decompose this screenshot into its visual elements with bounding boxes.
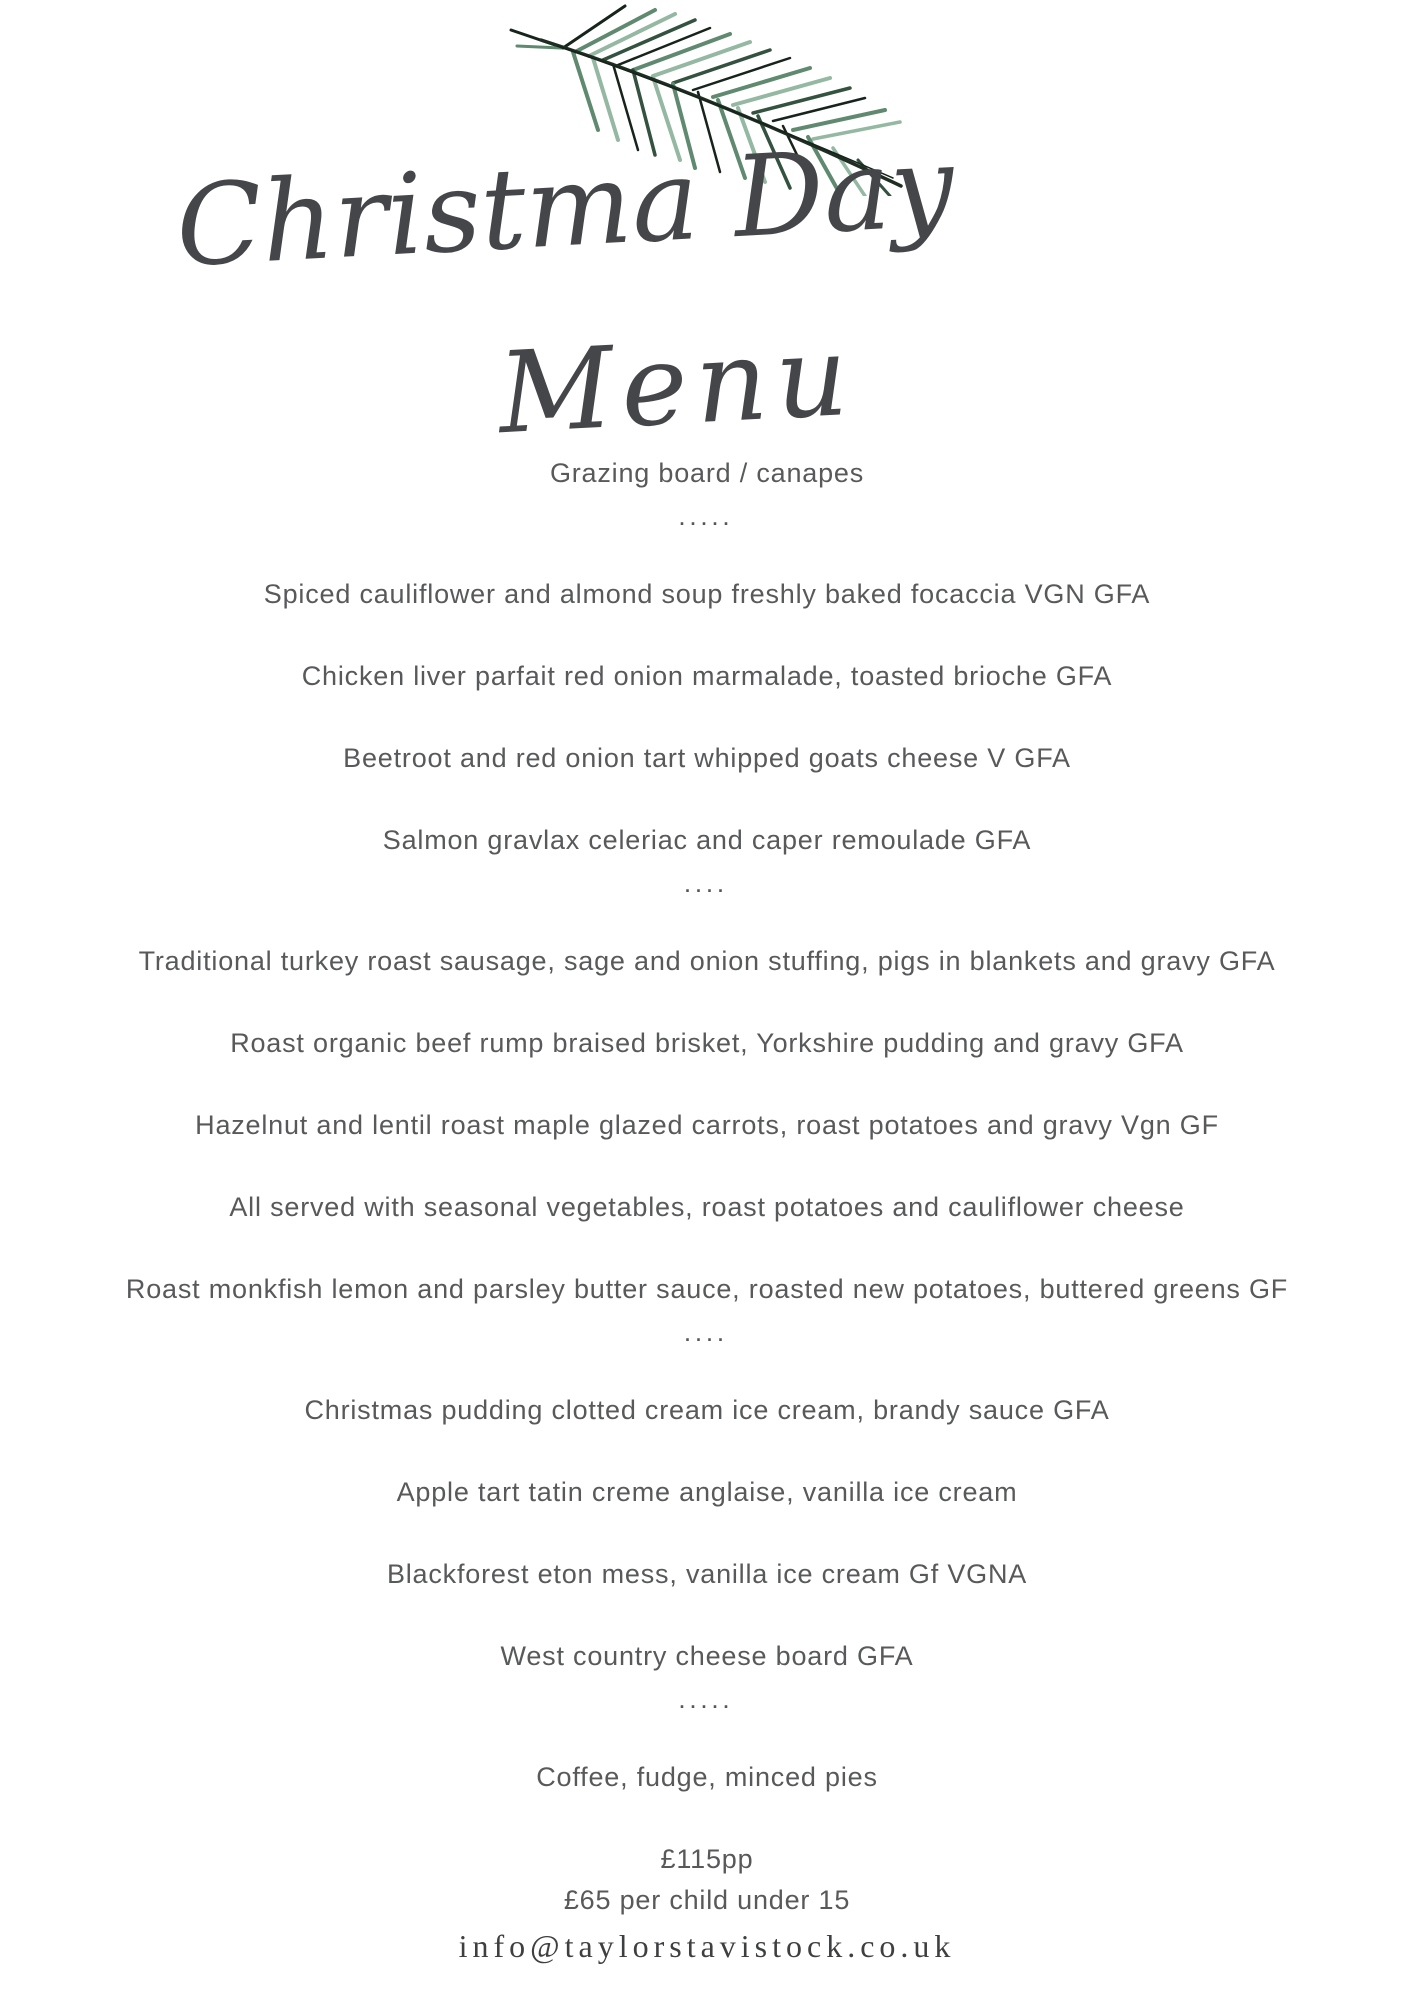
contact-email: info@taylorstavistock.co.uk [458,1928,956,1964]
menu-line-price2: £65 per child under 15 [563,1885,851,1915]
menu-line-item: Roast organic beef rump braised brisket, Yorkshire pudding and gravy GFA [230,1028,1184,1058]
menu-line-item: Christmas pudding clotted cream ice cream, brandy sauce GFA [304,1395,1110,1425]
menu-line-dots: ..... [679,509,735,529]
menu-line-item: Spiced cauliflower and almond soup freshly baked focaccia VGN GFA [263,579,1151,609]
menu-line-dots: .... [684,1325,729,1345]
menu-line-item: All served with seasonal vegetables, roast potatoes and cauliflower cheese [229,1192,1185,1222]
menu-line-dots: ..... [679,1692,735,1712]
menu-line-item: Chicken liver parfait red onion marmalade, toasted brioche GFA [301,661,1113,691]
menu-line-item: Hazelnut and lentil roast maple glazed carrots, roast potatoes and gravy Vgn GF [195,1110,1219,1140]
menu-line-item: Apple tart tatin creme anglaise, vanilla ice cream [396,1477,1018,1507]
menu-line-item: Salmon gravlax celeriac and caper remoulade GFA [382,825,1032,855]
menu-line-price: £115pp [660,1844,754,1874]
page-title-line1: Christma Day [173,121,957,293]
menu-line-item: Beetroot and red onion tart whipped goats cheese V GFA [343,743,1071,773]
menu-line-item: Coffee, fudge, minced pies [536,1762,878,1792]
menu-items [40,460,1374,1914]
menu-line-item: Traditional turkey roast sausage, sage and onion stuffing, pigs in blankets and gravy GFA [138,946,1276,976]
menu-line-item: Blackforest eton mess, vanilla ice cream Gf VGNA [386,1559,1028,1589]
menu-line-dots: .... [684,876,729,896]
page-title-line2: Menu [495,310,859,460]
menu-line-item: Grazing board / canapes [549,458,865,488]
menu-line-item: West country cheese board GFA [500,1641,914,1671]
menu-line-item: Roast monkfish lemon and parsley butter sauce, roasted new potatoes, buttered greens GF [125,1274,1289,1304]
